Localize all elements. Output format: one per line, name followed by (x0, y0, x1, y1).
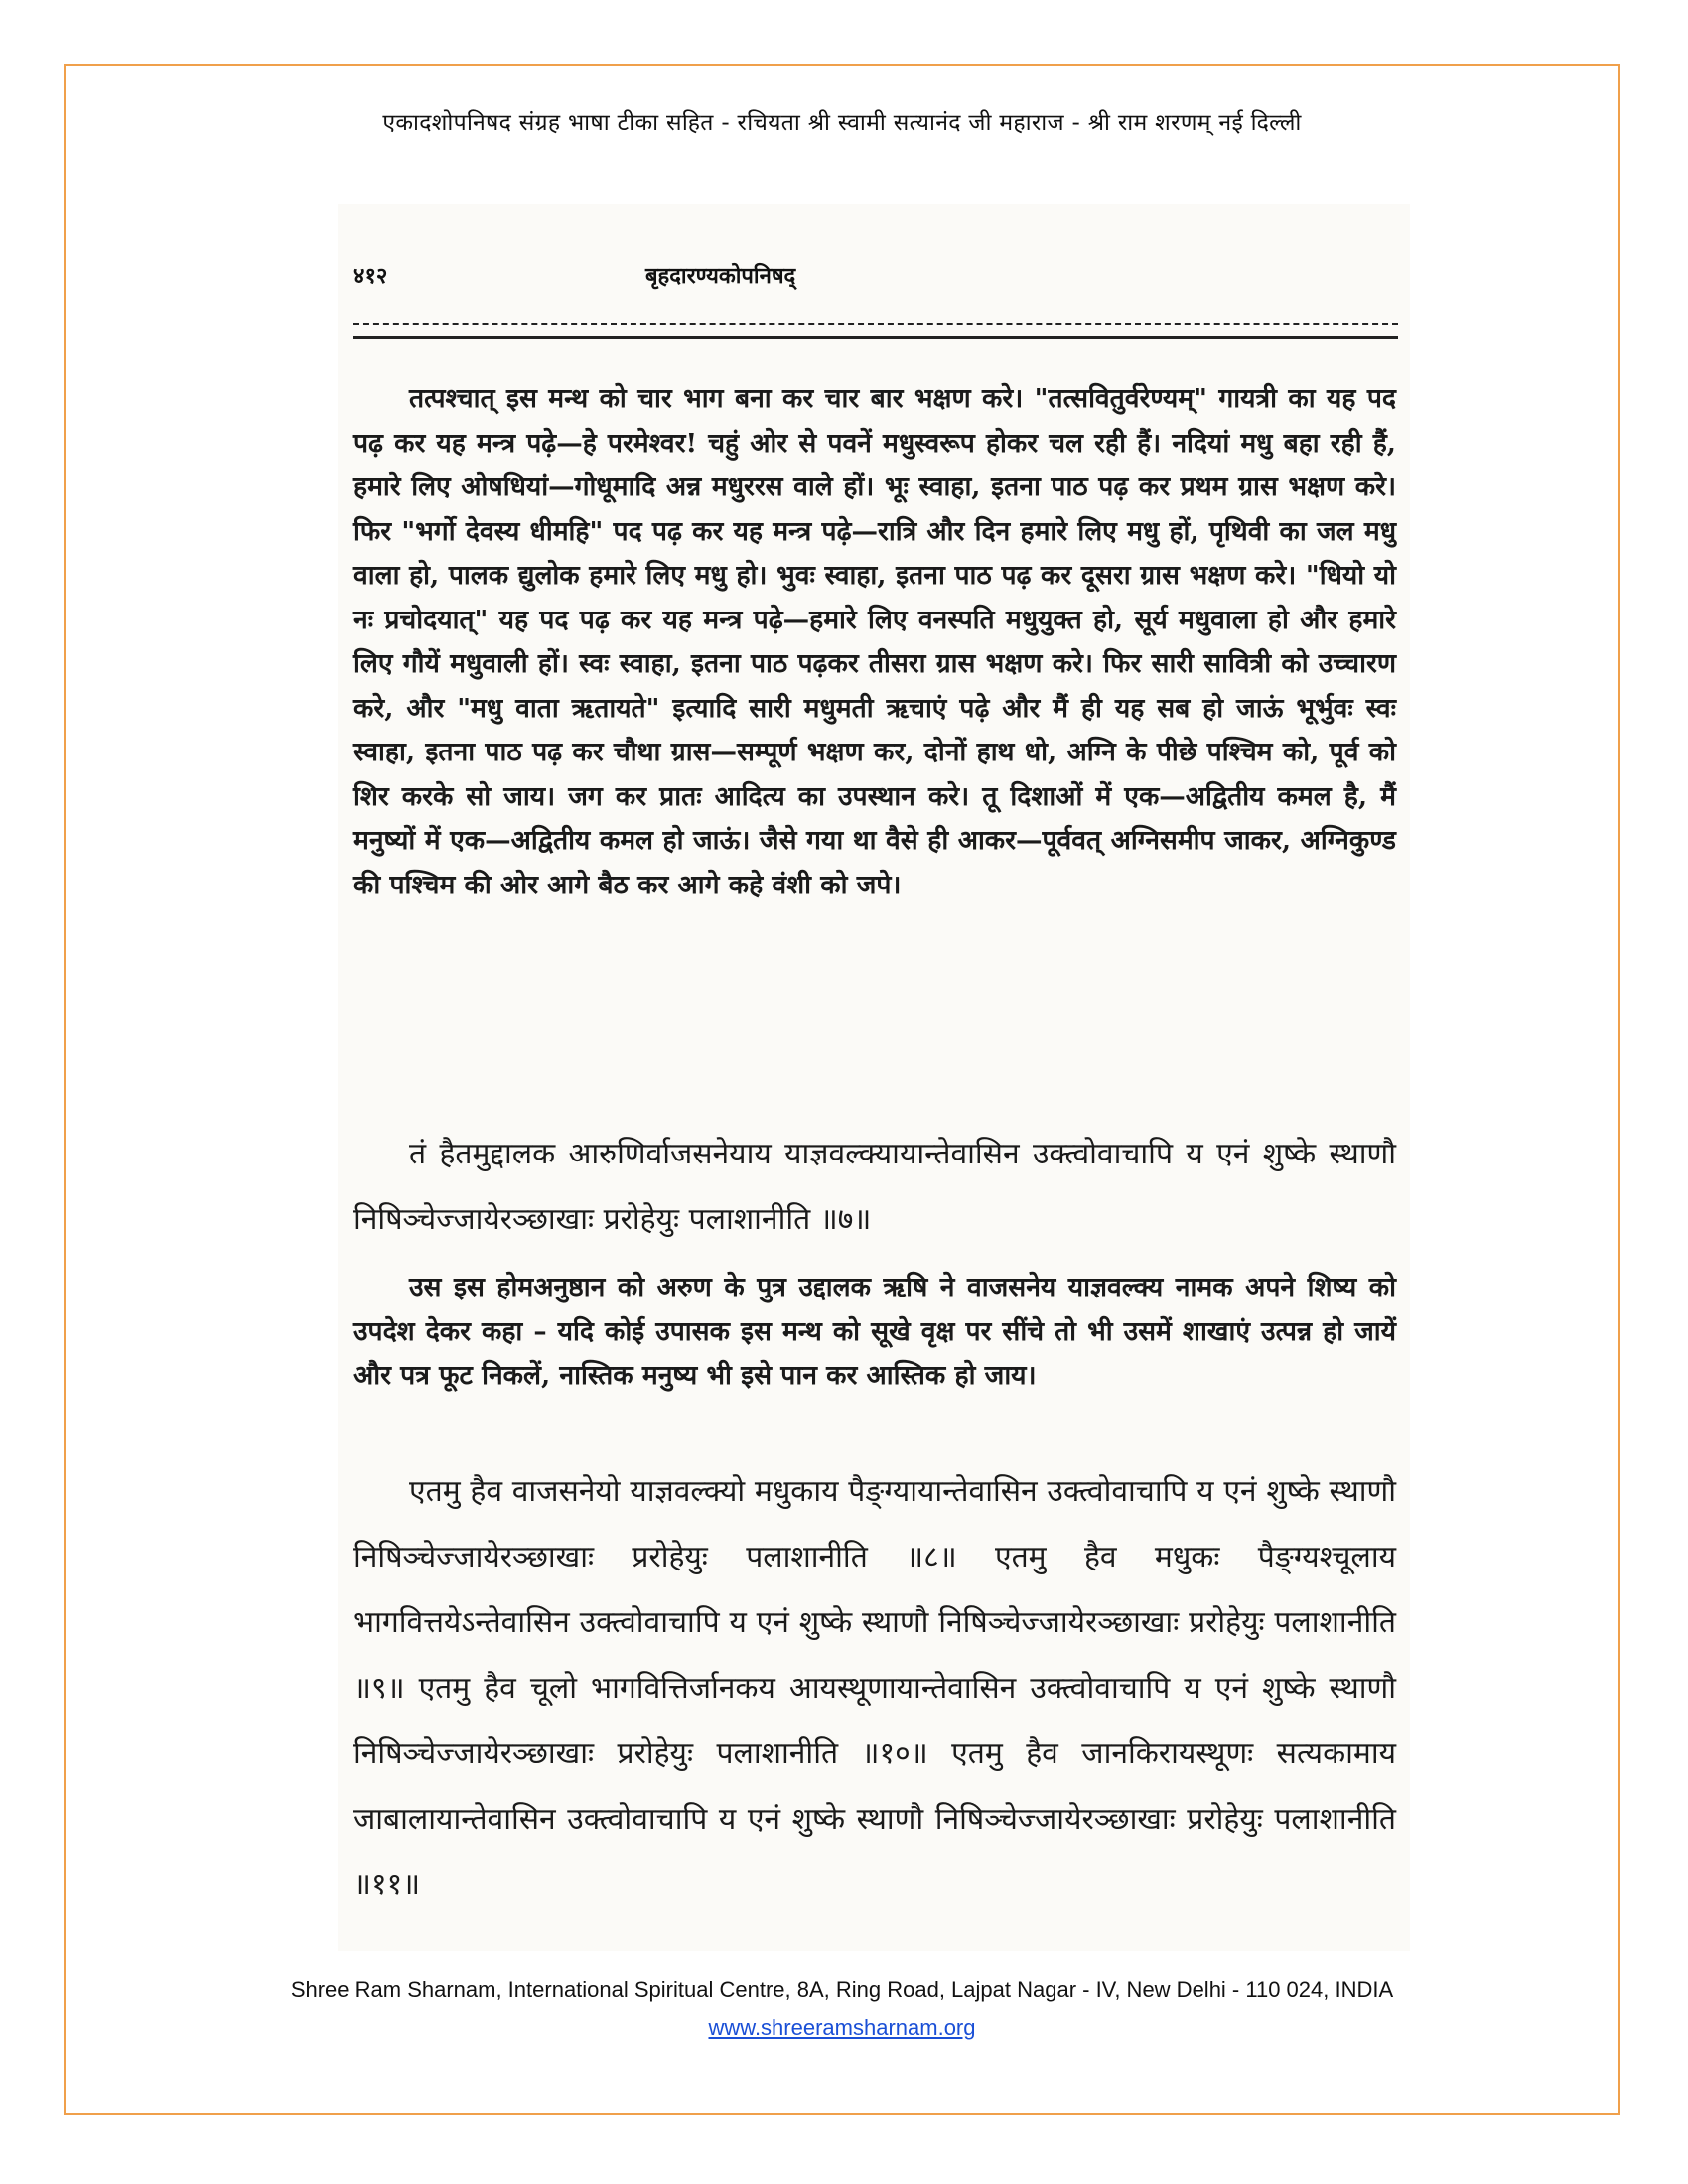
footer-website (64, 2015, 1620, 2041)
header-rule-dashed (353, 323, 1398, 325)
running-title: बृहदारण्यकोपनिषद् (645, 263, 796, 289)
website-link[interactable]: www.shreeramsharnam.org (708, 2015, 976, 2040)
page-header: एकादशोपनिषद संग्रह भाषा टीका सहित - रचियता श्री स्वामी सत्यानंद जी महाराज - श्री राम शरणम् नई दिल्ली (382, 110, 1302, 136)
header-rule (353, 336, 1398, 339)
mantra-verses-8-11: एतमु हैव वाजसनेयो याज्ञवल्क्यो मधुकाय पैङ्ग्यायान्तेवासिन उक्त्वोवाचापि य एनं शुष्के स्थाणौ निषिञ्चेज्जायेरञ्छाखाः प्ररोहेयुः पलाशानीति ॥८॥ एतमु हैव मधुकः पैङ्ग्यश्चूलाय भागवित्तयेऽन्तेवासिन उक्त्वोवाचापि य एनं शुष्के स्थाणौ निषिञ्चेज्जायेरञ्छाखाः प्ररोहेयुः पलाशानीति ॥९॥ एतमु हैव चूलो भागवित्तिर्जानकय आयस्थूणायान्तेवासिन उक्त्वोवाचापि य एनं शुष्के स्थाणौ निषिञ्चेज्जायेरञ्छाखाः प्ररोहेयुः पलाशानीति ॥१०॥ एतमु हैव जानकिरायस्थूणः सत्यकामाय जाबालायान्तेवासिन उक्त्वोवाचापि य एनं शुष्के स्थाणौ निषिञ्चेज्जायेरञ्छाखाः प्ररोहेयुः पलाशानीति ॥११॥ (353, 1474, 1396, 1902)
commentary-paragraph-1: तत्पश्चात् इस मन्थ को चार भाग बना कर चार बार भक्षण करे। "तत्सवितुर्वरेण्यम्" गायत्री का यह पद पढ़ कर यह मन्त्र पढ़े—हे परमेश्वर! चहुं ओर से पवनें मधुस्वरूप होकर चल रही हैं। नदियां मधु बहा रही हैं, हमारे लिए ओषधियां—गोधूमादि अन्न मधुररस वाले हों। भूः स्वाहा, इतना पाठ पढ़ कर प्रथम ग्रास भक्षण करे। फिर "भर्गो देवस्य धीमहि" पद पढ़ कर यह मन्त्र पढ़े—रात्रि और दिन हमारे लिए मधु हों, पृथिवी का जल मधु वाला हो, पालक द्युलोक हमारे लिए मधु हो। भुवः स्वाहा, इतना पाठ पढ़ कर दूसरा ग्रास भक्षण करे। "धियो यो नः प्रचोदयात्" यह पद पढ़ कर यह मन्त्र पढ़े—हमारे लिए वनस्पति मधुयुक्त हो, सूर्य मधुवाला हो और हमारे लिए गौयें मधुवाली हों। स्वः स्वाहा, इतना पाठ पढ़कर तीसरा ग्रास भक्षण करे। फिर सारी सावित्री को उच्चारण करे, और "मधु वाता ऋतायते" इत्यादि सारी मधुमती ऋचाएं पढ़े और मैं ही यह सब हो जाऊं भूर्भुवः स्वः स्वाहा, इतना पाठ पढ़ कर चौथा ग्रास—सम्पूर्ण भक्षण कर, दोनों हाथ धो, अग्नि के पीछे पश्चिम को, पूर्व को शिर करके सो जाय। जग कर प्रातः आदित्य का उपस्थान करे। तू दिशाओं में एक—अद्वितीय कमल है, मैं मनुष्यों में एक—अद्वितीय कमल हो जाऊं। जैसे गया था वैसे ही आकर—पूर्ववत् अग्निसमीप जाकर, अग्निकुण्ड की पश्चिम की ओर आगे बैठ कर आगे कहे वंशी को जपे। (353, 383, 1396, 900)
footer-address: Shree Ram Sharnam, International Spiritual Centre, 8A, Ring Road, Lajpat Nagar - IV, New Delhi - 110 024, INDIA (290, 1978, 1394, 2002)
mantra-verse-7: तं हैतमुद्दालक आरुणिर्वाजसनेयाय याज्ञवल्क्यायान्तेवासिन उक्त्वोवाचापि य एनं शुष्के स्थाणौ निषिञ्चेज्जायेरञ्छाखाः प्ररोहेयुः पलाशानीति ॥७॥ (353, 1137, 1396, 1237)
commentary-paragraph-2: उस इस होमअनुष्ठान को अरुण के पुत्र उद्दालक ऋषि ने वाजसनेय याज्ञवल्क्य नामक अपने शिष्य को उपदेश देकर कहा – यदि कोई उपासक इस मन्थ को सूखे वृक्ष पर सींचे तो भी उसमें शाखाएं उत्पन्न हो जायें और पत्र फूट निकलें, नास्तिक मनुष्य भी इसे पान कर आस्तिक हो जाय। (353, 1272, 1396, 1391)
page-number: ४१२ (353, 263, 388, 289)
